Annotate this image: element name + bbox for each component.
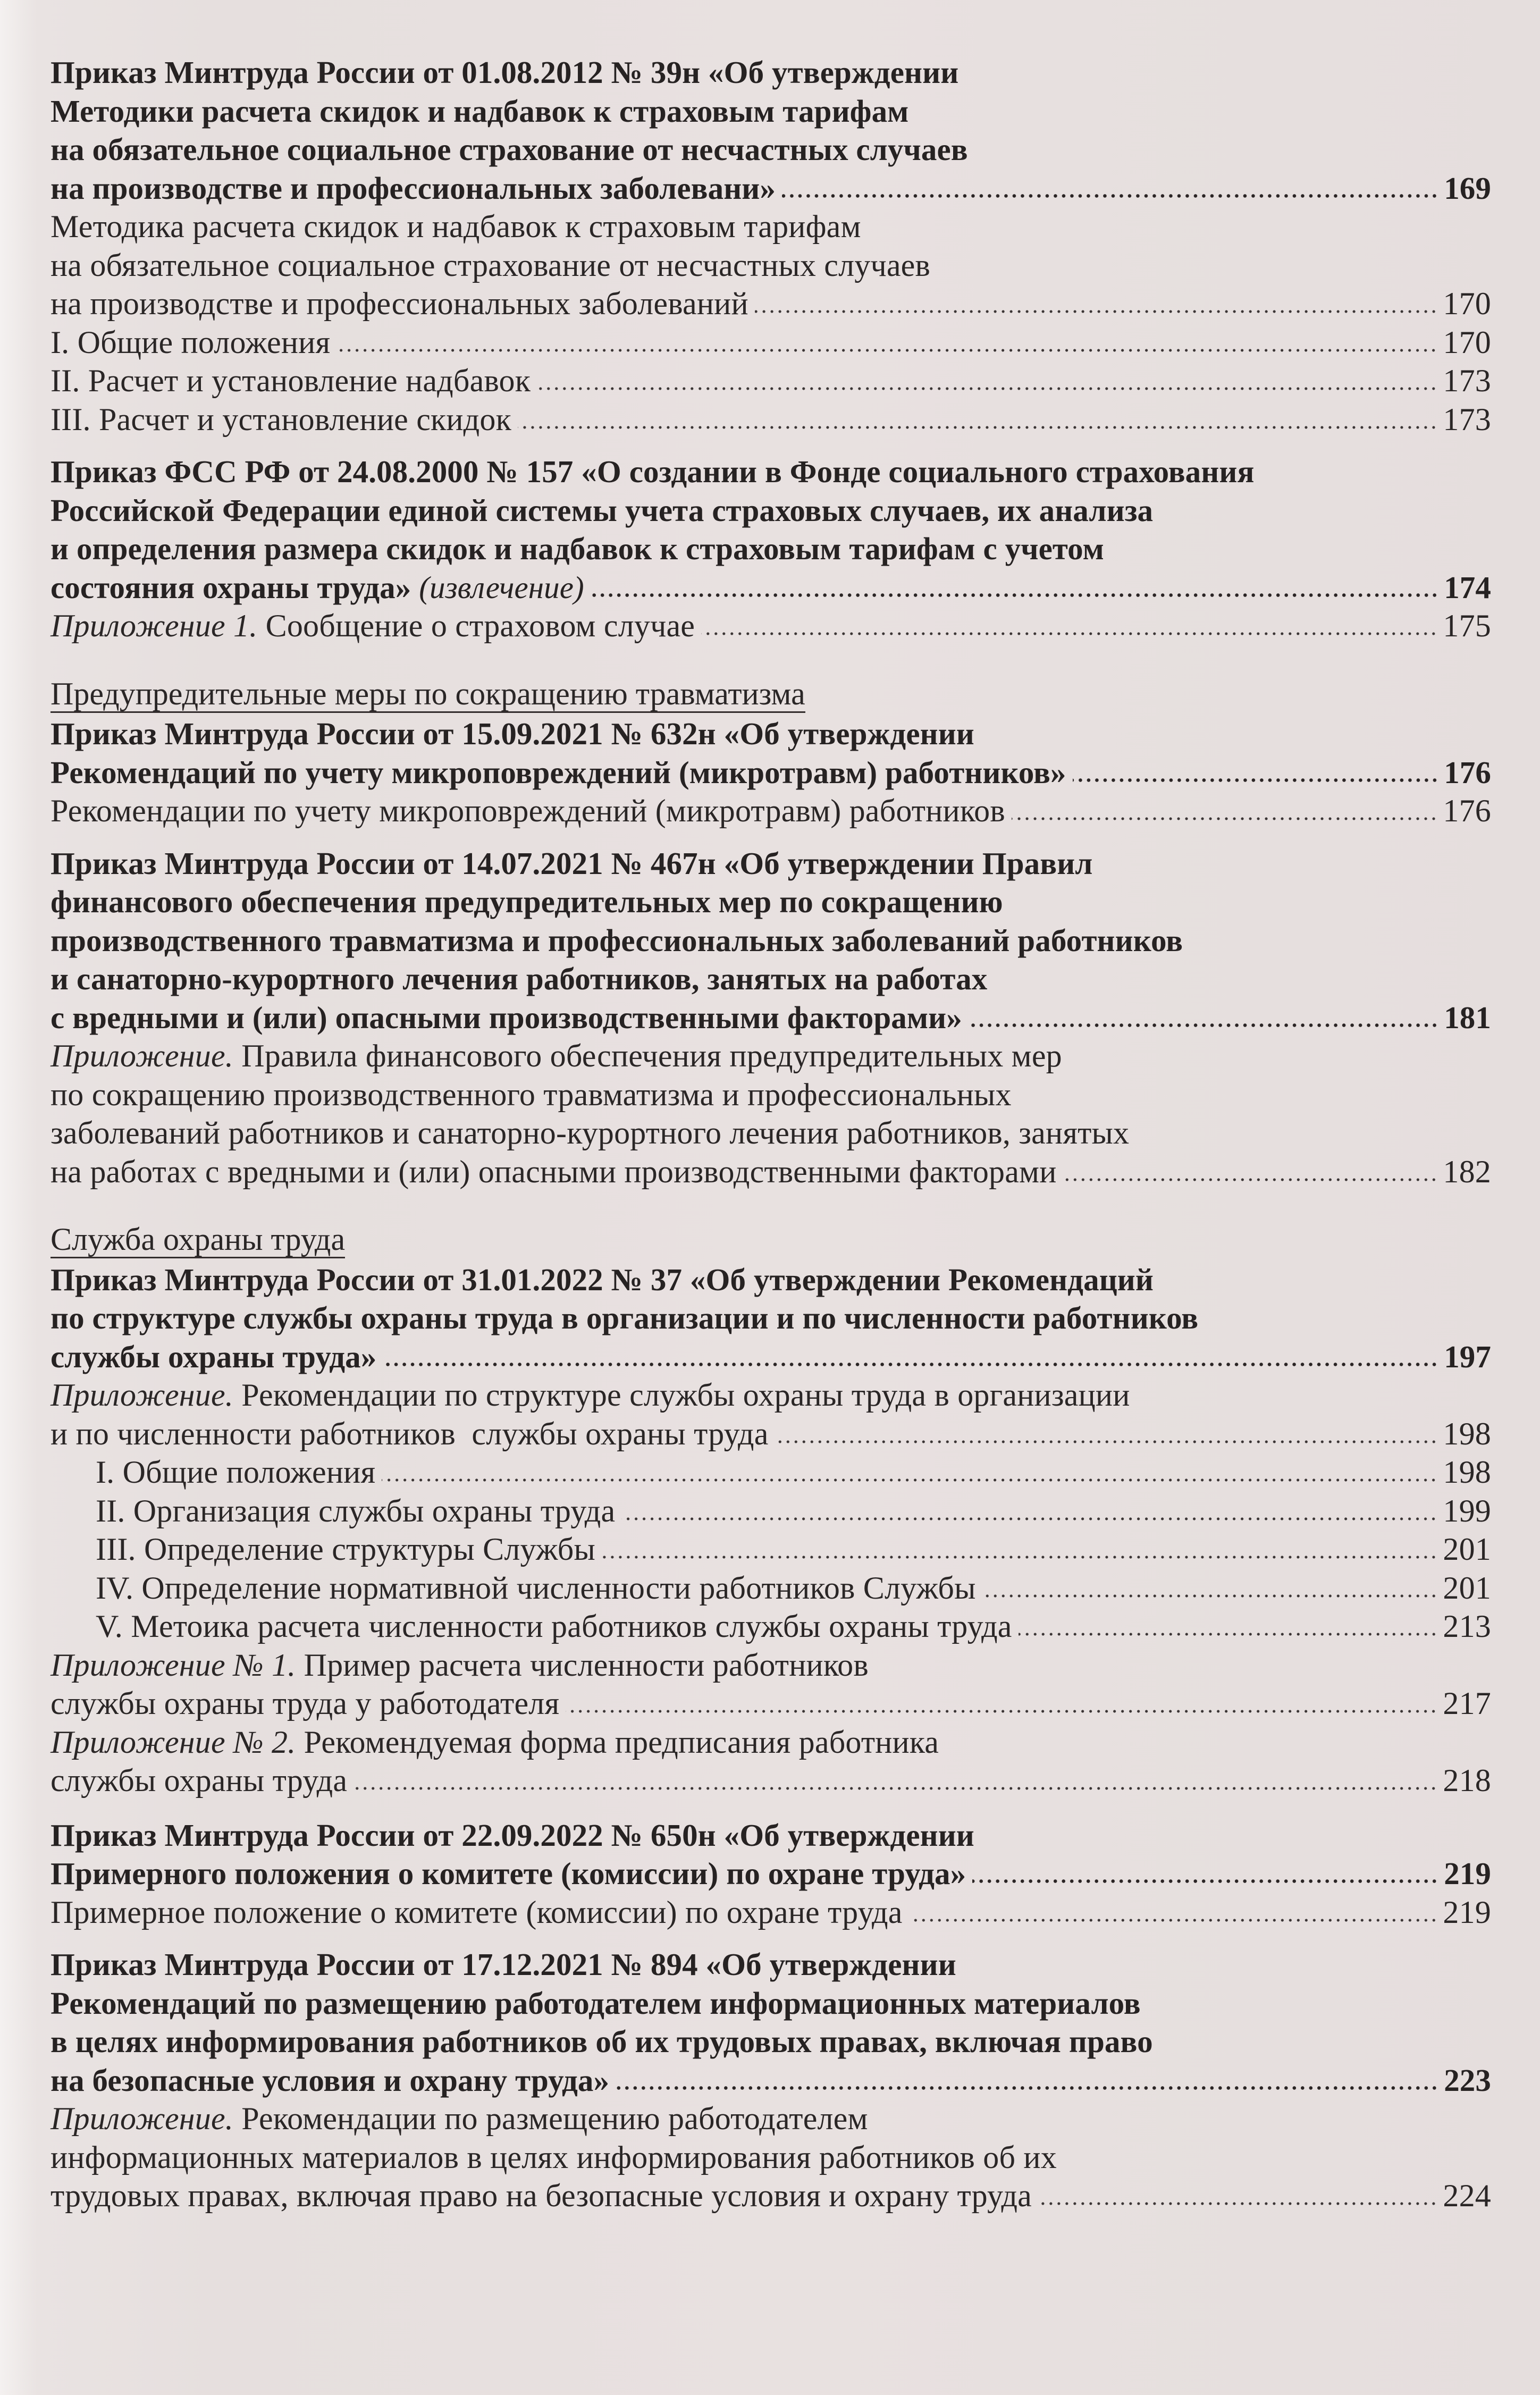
page-number: 176 — [1444, 754, 1491, 790]
subentry-line — [51, 1723, 1491, 1762]
section-title: Служба охраны труда — [51, 1222, 345, 1258]
entry-title-line: в целях информирования работников об их трудовых правах, включая право — [51, 2024, 1153, 2059]
page-number: 198 — [1443, 1416, 1491, 1451]
dot-leader — [782, 188, 1438, 199]
toc-subentry[interactable]: V. Метоика расчета численности работников службы охраны труда 213 — [51, 1607, 1491, 1646]
dot-leader — [518, 419, 1437, 430]
dot-leader — [1063, 1172, 1438, 1182]
appendix-label: Приложение. — [51, 2101, 233, 2136]
subentry-line: службы охраны труда 218 — [51, 1761, 1491, 1800]
entry-title-line[interactable]: Примерного положения о комитете (комиссии) по охране труда» 219 — [51, 1854, 1491, 1893]
entry-title-line: Приказ Минтруда России от 01.08.2012 № 39н «Об утверждении — [51, 55, 959, 90]
entry-title-line[interactable]: службы охраны труда» 197 — [51, 1338, 1491, 1376]
dot-leader — [537, 381, 1437, 391]
subentry-line: службы охраны труда у работодателя 217 — [51, 1684, 1491, 1723]
dot-leader — [1012, 811, 1438, 821]
dot-leader — [701, 626, 1437, 636]
page-number: 217 — [1443, 1686, 1491, 1721]
extract-note: (извлечение) — [419, 569, 584, 605]
entry-title-line[interactable]: на безопасные условия и охрану труда» 223 — [51, 2061, 1491, 2100]
page-number: 197 — [1444, 1339, 1491, 1374]
page-number: 170 — [1443, 324, 1491, 360]
dot-leader — [972, 1873, 1438, 1884]
page-number: 170 — [1443, 286, 1491, 321]
toc-subentry[interactable]: I. Общие положения 170 — [51, 323, 1491, 362]
page-number: 199 — [1443, 1493, 1491, 1528]
dot-leader — [775, 1434, 1438, 1444]
toc-subentry[interactable]: II. Организация службы охраны труда 199 — [51, 1492, 1491, 1531]
toc-subentry[interactable] — [51, 1646, 1491, 1723]
entry-title-line: Рекомендаций по размещению работодателем информационных материалов — [51, 1985, 1141, 2021]
appendix-label: Приложение 1. — [51, 608, 258, 643]
subentry-line: на работах с вредными и (или) опасными производственными факторами 182 — [51, 1153, 1491, 1191]
entry-title-line: Приказ Минтруда России от 14.07.2021 № 467н «Об утверждении Правил — [51, 845, 1093, 881]
appendix-label: Приложение № 1. — [51, 1647, 296, 1683]
dot-leader — [982, 1588, 1438, 1599]
dot-leader — [566, 1703, 1437, 1714]
subentry-line: Методика расчета скидок и надбавок к страховым тарифам — [51, 209, 861, 244]
subentry-line: и по численности работников службы охраны труда 198 — [51, 1415, 1491, 1453]
dot-leader — [909, 1912, 1438, 1923]
entry-title-line: по структуре службы охраны труда в организации и по численности работников — [51, 1300, 1199, 1335]
section-heading — [51, 676, 1491, 715]
entry-title-line[interactable] — [51, 568, 1491, 607]
page-number: 198 — [1443, 1455, 1491, 1490]
subentry-line: заболеваний работников и санаторно-курортного лечения работников, занятых — [51, 1115, 1130, 1150]
toc-subentry[interactable] — [51, 1037, 1491, 1191]
dot-leader — [621, 1511, 1437, 1522]
subentry-text: Сообщение о страховом случае — [265, 608, 695, 643]
dot-leader — [1019, 1626, 1438, 1637]
dot-leader — [1038, 2196, 1437, 2206]
toc-subentry[interactable]: IV. Определение нормативной численности работников Службы 201 — [51, 1569, 1491, 1608]
subentry-line: на обязательное социальное страхование от несчастных случаев — [51, 247, 931, 283]
subentry-line: на производстве и профессиональных заболеваний 170 — [51, 284, 1491, 323]
entry-title-line: Российской Федерации единой системы учета страховых случаев, их анализа — [51, 492, 1154, 528]
entry-title-line: Приказ ФСС РФ от 24.08.2000 № 157 «О создании в Фонде социального страхования — [51, 454, 1255, 489]
dot-leader — [354, 1780, 1437, 1791]
toc-subentry[interactable]: Рекомендации по учету микроповреждений (микротравм) работников 176 — [51, 792, 1491, 830]
page-number: 201 — [1443, 1532, 1491, 1567]
entry-title-line: Методики расчета скидок и надбавок к страховым тарифам — [51, 93, 909, 129]
toc-entry — [51, 452, 1491, 645]
appendix-label: Приложение. — [51, 1038, 233, 1073]
page-number: 169 — [1444, 170, 1491, 206]
toc-entry — [51, 715, 1491, 830]
toc-entry — [51, 1816, 1491, 1932]
toc-subentry[interactable]: III. Определение структуры Службы 201 — [51, 1530, 1491, 1569]
toc-subentry[interactable]: I. Общие положения 198 — [51, 1453, 1491, 1492]
page-number: 173 — [1443, 401, 1491, 437]
dot-leader — [383, 1357, 1438, 1367]
page-number: 175 — [1443, 608, 1491, 643]
page-number: 213 — [1443, 1609, 1491, 1644]
appendix-label: Приложение № 2. — [51, 1724, 296, 1760]
entry-title-text: состояния охраны труда» — [51, 569, 411, 605]
entry-title-line: Приказ Минтруда России от 22.09.2022 № 650н «Об утверждении — [51, 1817, 974, 1853]
entry-title-line: Приказ Минтруда России от 17.12.2021 № 894 «Об утверждении — [51, 1947, 956, 1982]
page-number: 173 — [1443, 363, 1491, 398]
page-number: 176 — [1443, 793, 1491, 828]
dot-leader — [336, 342, 1437, 353]
subentry-line: информационных материалов в целях информирования работников об их — [51, 2139, 1057, 2175]
entry-title-line: производственного травматизма и профессиональных заболеваний работников — [51, 922, 1183, 958]
subentry-text: Рекомендации по структуре службы охраны труда в организации — [241, 1377, 1130, 1413]
entry-title-line: Приказ Минтруда России от 31.01.2022 № 37 «Об утверждении Рекомендаций — [51, 1262, 1154, 1297]
entry-title-line: Приказ Минтруда России от 15.09.2021 № 632н «Об утверждении — [51, 716, 974, 751]
toc-entry — [51, 844, 1491, 1191]
page-number: 219 — [1444, 1856, 1491, 1891]
subentry-text: Рекомендуемая форма предписания работника — [304, 1724, 939, 1760]
toc-subentry[interactable]: III. Расчет и установление скидок 173 — [51, 400, 1491, 439]
dot-leader — [616, 2080, 1438, 2091]
subentry-text: Пример расчета численности работников — [304, 1647, 869, 1683]
subentry-line: трудовых правах, включая право на безопасные условия и охрану труда 224 — [51, 2176, 1491, 2215]
dot-leader — [969, 1018, 1438, 1028]
dot-leader — [591, 587, 1438, 598]
dot-leader — [602, 1549, 1437, 1560]
subentry-line — [51, 1646, 1491, 1685]
page-number: 219 — [1443, 1894, 1491, 1930]
toc-subentry[interactable]: II. Расчет и установление надбавок 173 — [51, 362, 1491, 400]
subentry-line — [51, 1037, 1491, 1075]
toc-subentry[interactable] — [51, 1723, 1491, 1800]
toc-subentry[interactable] — [51, 1376, 1491, 1453]
entry-title-line: и санаторно-курортного лечения работников, занятых на работах — [51, 961, 988, 996]
page-number: 224 — [1443, 2178, 1491, 2213]
entry-title-line[interactable]: на производстве и профессиональных заболевани» 169 — [51, 169, 1491, 208]
toc-subentry[interactable] — [51, 607, 1491, 645]
toc-subentry[interactable] — [51, 2099, 1491, 2215]
dot-leader — [382, 1472, 1437, 1483]
dot-leader — [755, 304, 1438, 314]
page-number: 201 — [1443, 1570, 1491, 1606]
page-number: 181 — [1444, 999, 1491, 1035]
page-number: 223 — [1444, 2062, 1491, 2098]
toc-entry — [51, 53, 1491, 439]
subentry-line — [51, 1376, 1491, 1415]
section-title: Предупредительные меры по сокращению травматизма — [51, 676, 805, 713]
dot-leader — [1073, 772, 1439, 783]
appendix-label: Приложение. — [51, 1377, 233, 1413]
toc-entry — [51, 1945, 1491, 2215]
page-number: 174 — [1444, 569, 1491, 605]
page-number: 182 — [1443, 1154, 1491, 1189]
subentry-text: Правила финансового обеспечения предупредительных мер — [241, 1038, 1062, 1073]
toc-subentry[interactable]: Примерное положение о комитете (комиссии) по охране труда 219 — [51, 1893, 1491, 1932]
subentry-line: по сокращению производственного травматизма и профессиональных — [51, 1077, 1012, 1112]
entry-title-line[interactable]: с вредными и (или) опасными производственными факторами» 181 — [51, 998, 1491, 1037]
subentry-line — [51, 2099, 1491, 2138]
entry-title-line: на обязательное социальное страхование от несчастных случаев — [51, 132, 968, 167]
toc-entry — [51, 1260, 1491, 1800]
section-heading — [51, 1222, 1491, 1260]
table-of-contents — [51, 53, 1491, 2215]
toc-subentry[interactable] — [51, 207, 1491, 323]
subentry-text: Рекомендации по размещению работодателем — [241, 2101, 868, 2136]
page-number: 218 — [1443, 1763, 1491, 1798]
entry-title-line: финансового обеспечения предупредительных мер по сокращению — [51, 884, 1003, 919]
entry-title-line[interactable]: Рекомендаций по учету микроповреждений (микротравм) работников» 176 — [51, 753, 1491, 792]
entry-title-line: и определения размера скидок и надбавок к страховым тарифам с учетом — [51, 531, 1104, 566]
